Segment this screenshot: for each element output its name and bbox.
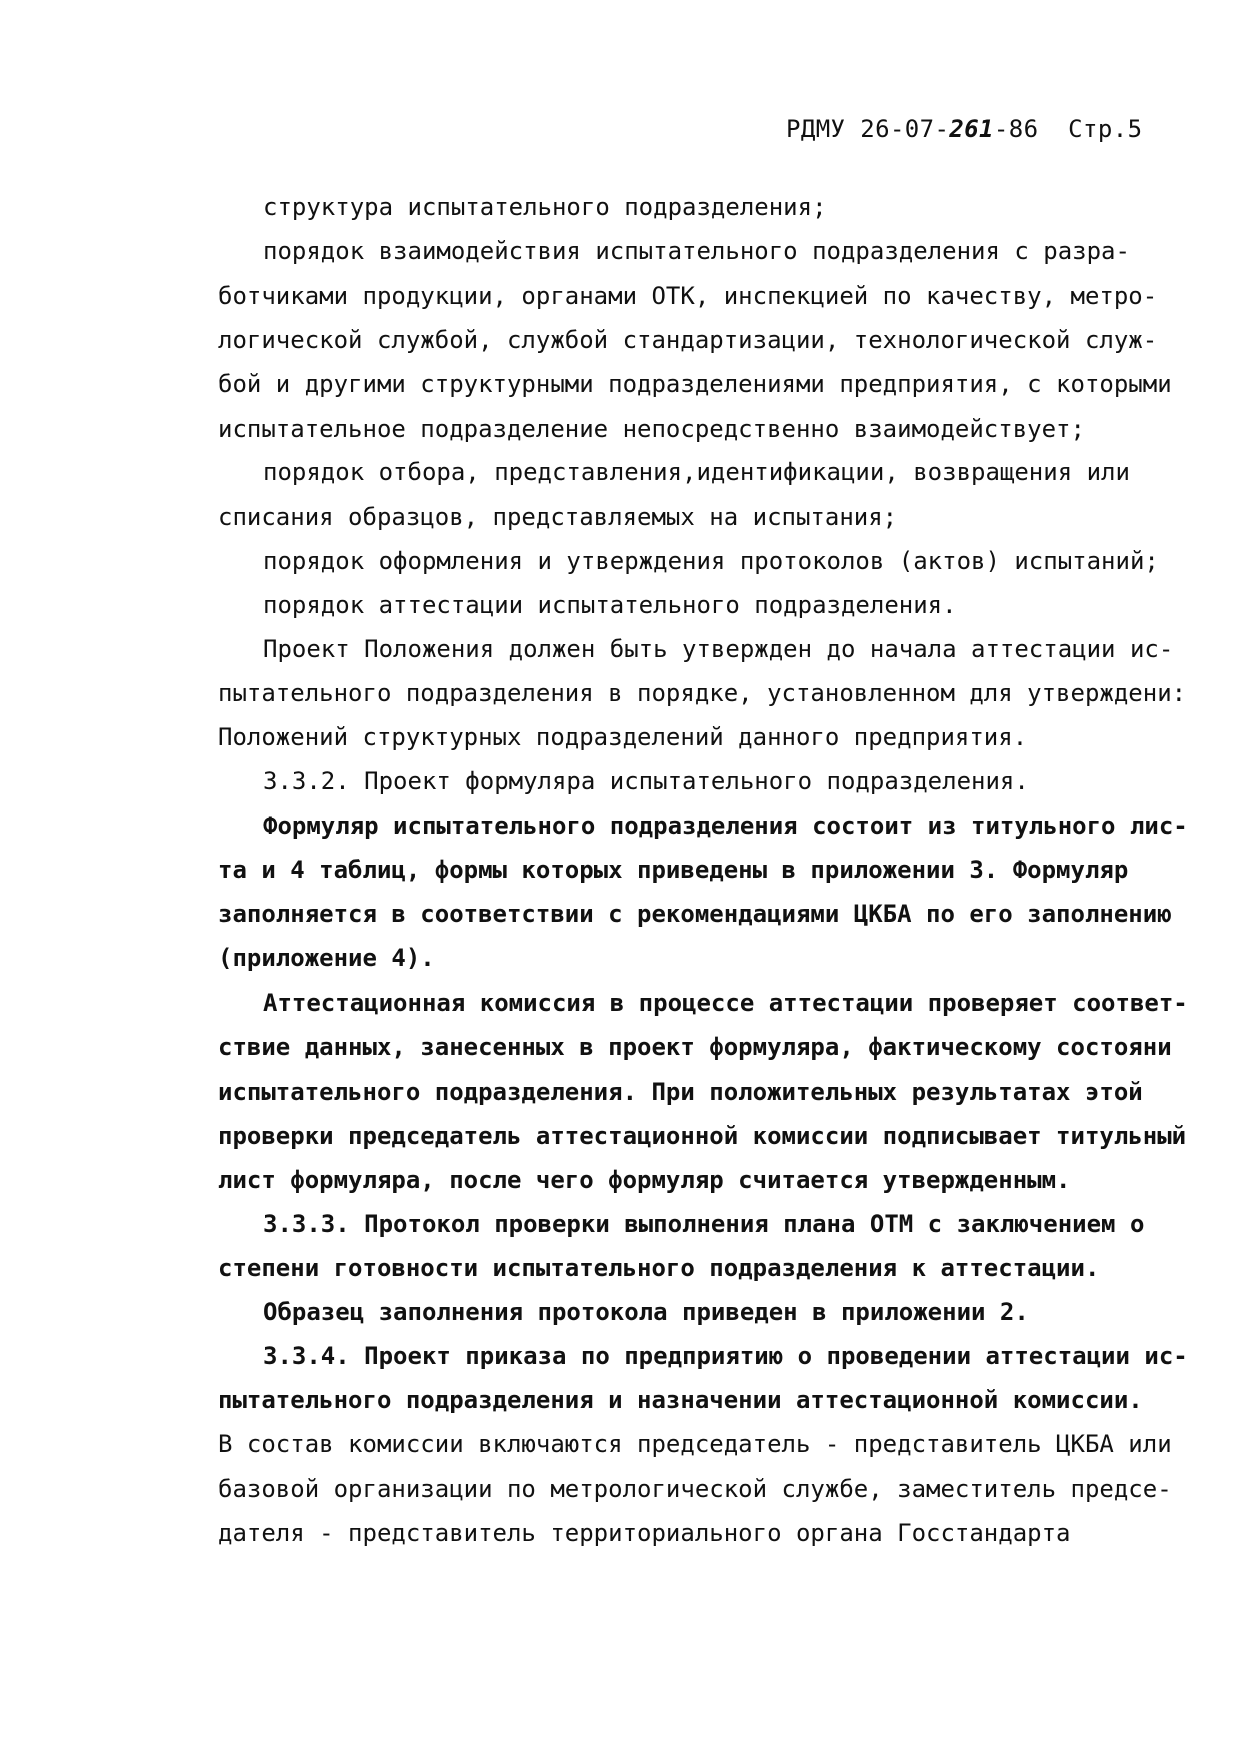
- text-line: 3.3.4. Проект приказа по предприятию о проведении аттестации ис-: [263, 1342, 1188, 1370]
- doc-code-prefix: РДМУ 26-07-: [786, 115, 950, 143]
- text-line: 3.3.2. Проект формуляра испытательного подразделения.: [263, 767, 1029, 795]
- text-line: бой и другими структурными подразделениями предприятия, с которыми: [218, 370, 1172, 398]
- text-line: пытательного подразделения в порядке, установленном для утверждени:: [218, 679, 1187, 707]
- text-line: порядок взаимодействия испытательного подразделения с разра-: [263, 237, 1130, 265]
- text-line: (приложение 4).: [218, 944, 435, 972]
- text-line: Положений структурных подразделений данного предприятия.: [218, 723, 1028, 751]
- text-line: В состав комиссии включаются председатель - представитель ЦКБА или: [218, 1430, 1172, 1458]
- doc-code-suffix: -86: [993, 115, 1039, 143]
- text-line: ботчиками продукции, органами ОТК, инспекцией по качеству, метро-: [218, 282, 1158, 310]
- text-line: испытательное подразделение непосредственно взаимодействует;: [218, 415, 1085, 443]
- page-number: Стр.5: [1068, 115, 1143, 143]
- page-header: [786, 114, 1142, 144]
- doc-code-number: 261: [949, 115, 994, 143]
- text-line: Проект Положения должен быть утвержден до начала аттестации ис-: [263, 635, 1174, 663]
- text-line: порядок отбора, представления,идентификации, возвращения или: [263, 458, 1130, 486]
- text-line: базовой организации по метрологической службе, заместитель предсе-: [218, 1475, 1172, 1503]
- text-line: ствие данных, занесенных в проект формуляра, фактическому состояни: [218, 1033, 1172, 1061]
- text-line: испытательного подразделения. При положительных результатах этой: [218, 1078, 1143, 1106]
- text-line: порядок оформления и утверждения протоколов (актов) испытаний;: [263, 547, 1159, 575]
- text-line: списания образцов, представляемых на испытания;: [218, 503, 898, 531]
- text-line: Аттестационная комиссия в процессе аттестации проверяет соответ-: [263, 989, 1188, 1017]
- text-line: пытательного подразделения и назначении аттестационной комиссии.: [218, 1386, 1143, 1414]
- text-line: структура испытательного подразделения;: [263, 193, 827, 221]
- text-line: порядок аттестации испытательного подразделения.: [263, 591, 957, 619]
- text-line: степени готовности испытательного подразделения к аттестации.: [218, 1254, 1100, 1282]
- text-line: Образец заполнения протокола приведен в приложении 2.: [263, 1298, 1029, 1326]
- text-line: заполняется в соответствии с рекомендациями ЦКБА по его заполнению: [218, 900, 1172, 928]
- text-line: логической службой, службой стандартизации, технологической служ-: [218, 326, 1158, 354]
- text-line: 3.3.3. Протокол проверки выполнения плана ОТМ с заключением о: [263, 1210, 1145, 1238]
- text-line: проверки председатель аттестационной комиссии подписывает титульный: [218, 1122, 1187, 1150]
- text-line: Формуляр испытательного подразделения состоит из титульного лис-: [263, 812, 1188, 840]
- text-line: дателя - представитель территориального органа Госстандарта: [218, 1519, 1071, 1547]
- text-line: та и 4 таблиц, формы которых приведены в приложении 3. Формуляр: [218, 856, 1129, 884]
- text-line: лист формуляра, после чего формуляр считается утвержденным.: [218, 1166, 1071, 1194]
